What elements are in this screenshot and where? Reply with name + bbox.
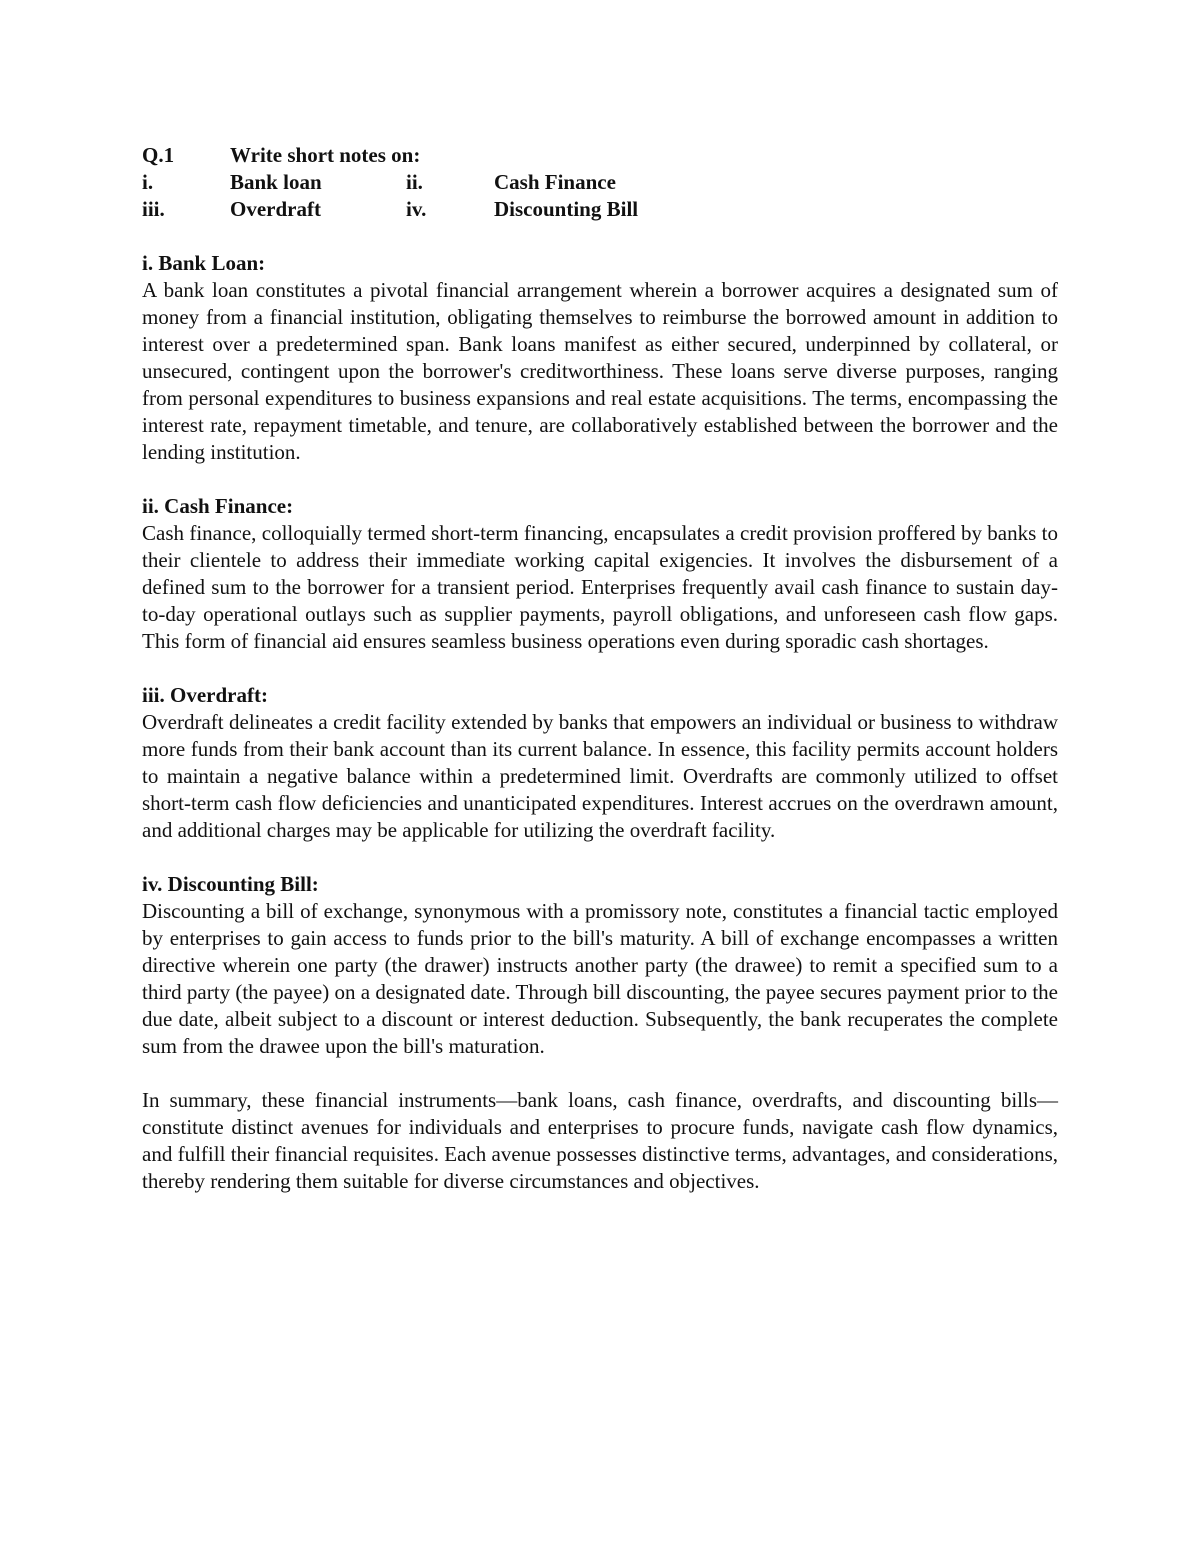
question-prompt: Write short notes on: [230, 143, 421, 167]
section-body: A bank loan constitutes a pivotal financial arrangement wherein a borrower acquires a designated sum of money from a financial institution, obligating themselves to reimburse the borrowed amount in addition to interest over a predetermined span. Bank loans manifest as either secured, underpinned by collateral, or unsecured, contingent upon the borrower's creditworthiness. These loans serve diverse purposes, ranging from personal expenditures to business expansions and real estate acquisitions. The terms, encompassing the interest rate, repayment timetable, and tenure, are collaboratively established between the borrower and the lending institution. [142, 278, 1058, 464]
item-number: iii. [142, 197, 165, 221]
item-label: Bank loan [230, 170, 322, 194]
item-label: Discounting Bill [494, 197, 639, 221]
section-bank-loan [142, 250, 1058, 466]
item-number: iv. [406, 197, 427, 221]
document-page [142, 142, 1058, 1216]
item-label: Cash Finance [494, 170, 616, 194]
section-discounting-bill [142, 871, 1058, 1060]
question-number: Q.1 [142, 143, 175, 167]
question-row [142, 142, 794, 169]
section-heading: i. Bank Loan: [142, 251, 266, 275]
section-body: Cash finance, colloquially termed short-term financing, encapsulates a credit provision proffered by banks to their clientele to address their immediate working capital exigencies. It involves the disbursement of a defined sum to the borrower for a transient period. Enterprises frequently avail cash finance to sustain day-to-day operational outlays such as supplier payments, payroll obligations, and unforeseen cash flow gaps. This form of financial aid ensures seamless business operations even during sporadic cash shortages. [142, 521, 1058, 653]
question-items-row [142, 196, 794, 223]
section-overdraft [142, 682, 1058, 844]
section-heading: iii. Overdraft: [142, 683, 268, 707]
item-label: Overdraft [230, 197, 321, 221]
question-table [142, 142, 794, 223]
section-body: Overdraft delineates a credit facility extended by banks that empowers an individual or business to withdraw more funds from their bank account than its current balance. In essence, this facility permits account holders to maintain a negative balance within a predetermined limit. Overdrafts are commonly utilized to offset short-term cash flow deficiencies and unanticipated expenditures. Interest accrues on the overdrawn amount, and additional charges may be applicable for utilizing the overdraft facility. [142, 710, 1058, 842]
item-number: ii. [406, 170, 423, 194]
section-heading: iv. Discounting Bill: [142, 872, 319, 896]
section-body: Discounting a bill of exchange, synonymous with a promissory note, constitutes a financial tactic employed by enterprises to gain access to funds prior to the bill's maturity. A bill of exchange encompasses a written directive wherein one party (the drawer) instructs another party (the drawee) to remit a specified sum to a third party (the payee) on a designated date. Through bill discounting, the payee secures payment prior to the due date, albeit subject to a discount or interest deduction. Subsequently, the bank recuperates the complete sum from the drawee upon the bill's maturation. [142, 899, 1058, 1058]
summary-paragraph: In summary, these financial instruments—bank loans, cash finance, overdrafts, and discounting bills—constitute distinct avenues for individuals and enterprises to procure funds, navigate cash flow dynamics, and fulfill their financial requisites. Each avenue possesses distinctive terms, advantages, and considerations, thereby rendering them suitable for diverse circumstances and objectives. [142, 1088, 1058, 1193]
section-heading: ii. Cash Finance: [142, 494, 294, 518]
item-number: i. [142, 170, 154, 194]
section-cash-finance [142, 493, 1058, 655]
question-items-row [142, 169, 794, 196]
